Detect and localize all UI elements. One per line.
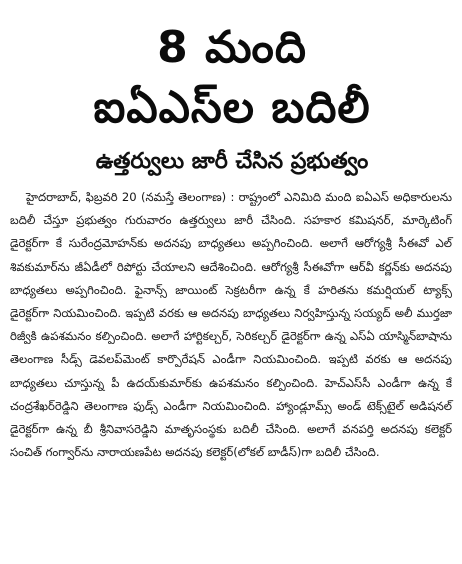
dateline: హైదరాబాద్, ఫిబ్రవరి 20 (నమస్తే తెలంగాణ) : bbox=[26, 190, 235, 204]
headline bbox=[10, 18, 454, 142]
headline-line-2: ఐఏఎస్‌ల బదిలీ bbox=[93, 82, 371, 133]
headline-line-1: 8 మంది bbox=[157, 22, 307, 73]
subheadline: ఉత్తర్వులు జారీ చేసిన ప్రభుత్వం bbox=[95, 149, 369, 174]
article-body bbox=[10, 186, 454, 464]
article-body-text: రాష్ట్రంలో ఎనిమిది మంది ఐఏఎస్ అధికారులను బదిలీ చేస్తూ ప్రభుత్వం గురువారం ఉత్తర్వులు జారీ చేసింది. సహకార కమిషనర్, మార్కెటింగ్ డైరెక్టర్‌గా కే సురేంద్రమోహన్‌కు అదనపు బాధ్యతలు అప్పగించింది. అలాగే ఆరోగ్యశ్రీ సీఈవో ఎల్ శివకుమార్‌ను జీఏడీలో రిపోర్టు చేయాలని ఆదేశించింది. ఆరోగ్యశ్రీ సీఈవోగా ఆర్‌వీ కర్ణన్‌కు అదనపు బాధ్యతలు అప్పగించింది. ఫైనాన్స్ జాయింట్ సెక్రటరీగా ఉన్న కే హరితను కమర్షియల్ ట్యాక్స్ డైరెక్టర్‌గా నియమించింది. ఇప్పటి వరకు ఆ అదనపు బాధ్యతలు నిర్వహిస్తున్న సయ్యద్ అలీ ముర్తజా రిజ్వీకి ఉపశమనం కల్పించింది. అలాగే హార్టికల్చర్, సెరికల్చర్ డైరెక్టర్‌గా ఉన్న ఎస్‌ఏ యాస్మిన్‌బాషాను తెలంగాణ సీడ్స్ డెవలప్‌మెంట్ కార్పొరేషన్ ఎండీగా నియమించింది. ఇప్పటి వరకు ఆ అదనపు బాధ్యతలు చూస్తున్న పీ ఉదయ్‌కుమార్‌కు ఉపశమనం కల్పించింది. హెచ్‌ఎస్‌సీ ఎండీగా ఉన్న కే చంద్రశేఖర్‌రెడ్డిని తెలంగాణ ఫుడ్స్ ఎండీగా నియమించింది. హ్యాండ్లూమ్స్ అండ్ టెక్స్‌టైల్ అడిషనల్ డైరెక్టర్‌గా ఉన్న బీ శ్రీనివాసరెడ్డిని మాతృసంస్థకు బదిలీ చేసింది. అలాగే వనపర్తి అదనపు కలెక్టర్ సంచిత్ గంగ్వార్‌ను నారాయణపేట అదనపు కలెక్టర్(లోకల్ బాడీస్)గా బదిలీ చేసింది. bbox=[10, 190, 452, 460]
